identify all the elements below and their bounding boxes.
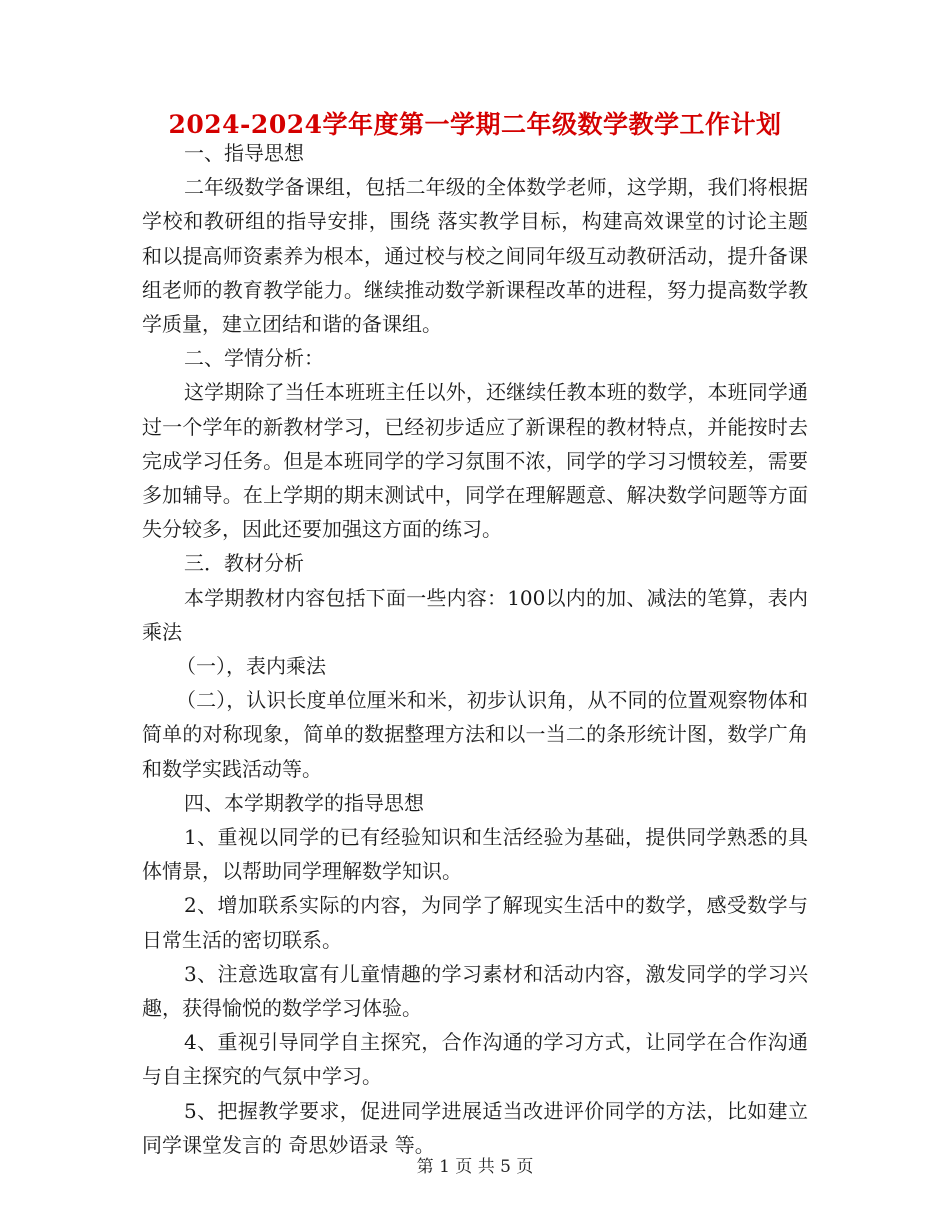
section-heading-teaching-ideology: 四、本学期教学的指导思想: [184, 790, 424, 815]
paragraph-textbook-contents: 本学期教材内容包括下面一些内容：100以内的加、减法的笔算，表内乘法: [142, 585, 808, 644]
paragraph-student-analysis: 这学期除了当任本班班主任以外，还继续任教本班的数学，本班同学通过一个学年的新教材学习，已经初步适应了新课程的教材特点，并能按时去完成学习任务。但是本班同学的学习氛围不浓，同学的学习习惯较差，需要多加辅导。在上学期的期末测试中，同学在理解题意、解决数学问题等方面失分较多，因此还要加强这方面的练习。: [142, 380, 808, 542]
list-item-teaching-4: 4、重视引导同学自主探究，合作沟通的学习方式，让同学在合作沟通与自主探究的气氛中学习。: [142, 1030, 808, 1089]
document-body: [142, 136, 808, 1162]
page-number-footer: 第 1 页 共 5 页: [416, 1157, 534, 1177]
document-title: 2024-2024学年度第一学期二年级数学教学工作计划: [168, 110, 782, 139]
list-item-teaching-5: 5、把握教学要求，促进同学进展适当改进评价同学的方法，比如建立同学课堂发言的 奇思妙语录 等。: [142, 1098, 808, 1157]
list-item-textbook-1: （一），表内乘法: [176, 654, 326, 679]
list-item-teaching-2: 2、增加联系实际的内容，为同学了解现实生活中的数学，感受数学与日常生活的密切联系。: [142, 893, 808, 952]
section-heading-guiding-ideology: 一、指导思想: [184, 141, 304, 165]
list-item-textbook-2: （二），认识长度单位厘米和米，初步认识角，从不同的位置观察物体和简单的对称现象，简单的数据整理方法和以一当二的条形统计图，数学广角和数学实践活动等。: [142, 688, 808, 781]
list-item-teaching-3: 3、注意选取富有儿童情趣的学习素材和活动内容，激发同学的学习兴趣，获得愉悦的数学学习体验。: [142, 961, 808, 1021]
list-item-teaching-1: 1、重视以同学的已有经验知识和生活经验为基础，提供同学熟悉的具体情景，以帮助同学理解数学知识。: [142, 825, 808, 884]
paragraph-guiding-ideology: 二年级数学备课组，包括二年级的全体数学老师，这学期，我们将根据学校和教研组的指导安排，围绕 落实教学目标，构建高效课堂的讨论主题和以提高师资素养为根本，通过校与校之间同年级互动教研活动，提升备课组老师的教育教学能力。继续推动数学新课程改革的进程，努力提高数学教学质量，建立团结和谐的备课组。: [142, 175, 808, 337]
section-heading-textbook-analysis: 三．教材分析: [184, 551, 304, 576]
section-heading-student-analysis: 二、学情分析：: [184, 346, 324, 371]
